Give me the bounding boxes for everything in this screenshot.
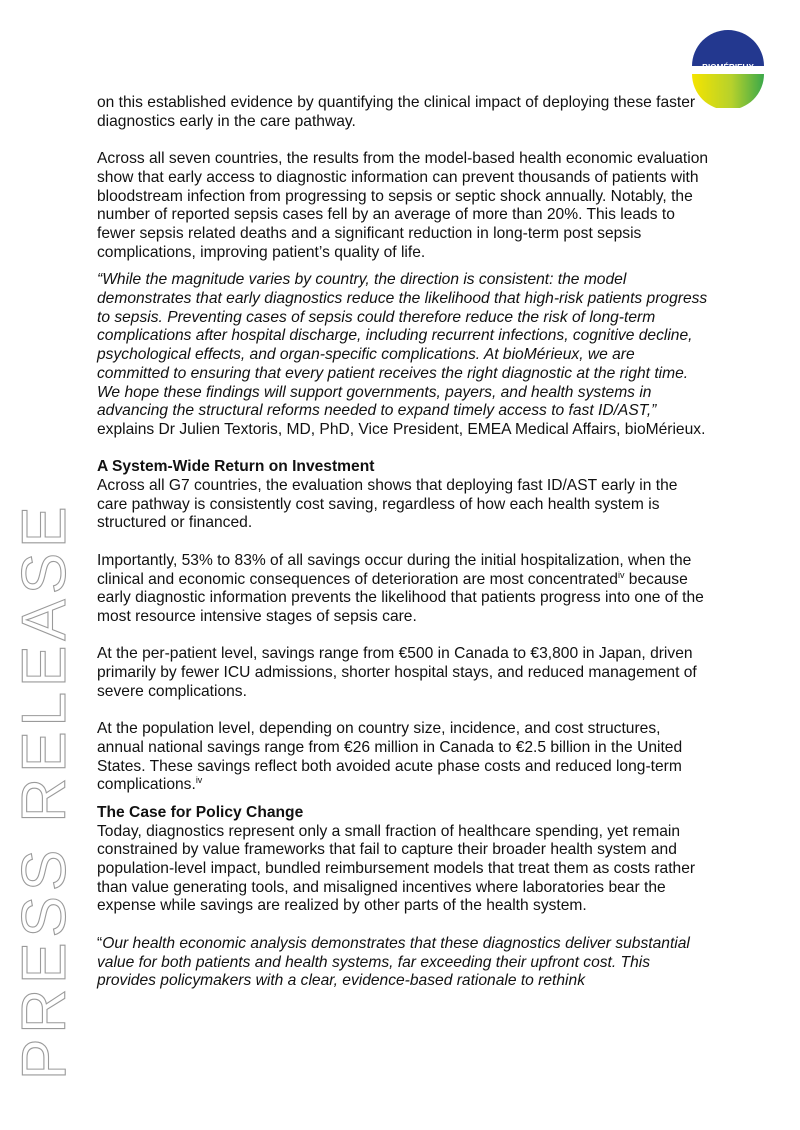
quote-attribution: explains Dr Julien Textoris, MD, PhD, Vice President, EMEA Medical Affairs, bioMérieux. xyxy=(97,420,706,438)
open-quote: “ xyxy=(97,934,103,952)
paragraph xyxy=(97,552,709,627)
paragraph-text: Importantly, 53% to 83% of all savings occur during the initial hospitalization, when the clinical and economic consequences of deterioration are most concentrated xyxy=(97,551,692,588)
paragraph: Across all seven countries, the results from the model-based health economic evaluation show that early access to diagnostic information can prevent thousands of patients with bloodstream infection from progressing to sepsis or septic shock annually. Notably, the number of reported sepsis cases fell by an average of more than 20%. This leads to fewer sepsis related deaths and a significant reduction in long-term post sepsis complications, improving patient’s quality of life. xyxy=(97,150,709,261)
paragraph: Today, diagnostics represent only a small fraction of healthcare spending, yet remain constrained by value frameworks that fail to capture their broader health system and population-level impact, bundled reimbursement models that treat them as costs rather than value generating tools, and misaligned incentives where laboratories bear the expense while savings are realized by other parts of the health system. xyxy=(97,822,696,915)
section-heading: A System-Wide Return on Investment xyxy=(97,458,375,476)
paragraph xyxy=(97,720,709,795)
quote-text: “While the magnitude varies by country, the direction is consistent: the model demonstrates that early diagnostics reduce the likelihood that high-risk patients progress to sepsis. Preventing cases of sepsis could therefore reduce the risk of long-term complications after hospital discharge, including recurrent infections, cognitive decline, psychological effects, and organ-specific complications. At bioMérieux, we are committed to ensuring that every patient receives the right diagnostic at the right time. We hope these findings will support governments, payers, and health systems in advancing the structural reforms needed to expand timely access to fast ID/AST,” xyxy=(97,271,708,420)
logo-text: BIOMÉRIEUX xyxy=(702,63,754,72)
paragraph-text: because early diagnostic information prevents the likelihood that patients progress into one of the most resource intensive stages of sepsis care. xyxy=(97,570,704,625)
paragraph: on this established evidence by quantifying the clinical impact of deploying these faster diagnostics early in the care pathway. xyxy=(97,94,696,130)
footnote-ref: iv xyxy=(195,775,203,786)
paragraph-text: At the population level, depending on country size, incidence, and cost structures, annual national savings range from €26 million in Canada to €2.5 billion in the United States. These savings reflect both avoided acute phase costs and reduced long-term complications. xyxy=(97,720,683,794)
paragraph: At the per-patient level, savings range from €500 in Canada to €3,800 in Japan, driven primarily by fewer ICU admissions, shorter hospital stays, and reduced management of severe complications. xyxy=(97,645,697,700)
paragraph: Across all G7 countries, the evaluation shows that deploying fast ID/AST early in the care pathway is consistently cost saving, regardless of how each health system is structured or financed. xyxy=(97,477,678,532)
footnote-ref: iv xyxy=(617,569,625,580)
quote-paragraph xyxy=(97,271,709,439)
document-body xyxy=(97,94,709,991)
quote-paragraph xyxy=(97,935,709,991)
quote-text: Our health economic analysis demonstrates that these diagnostics deliver substantial value for both patients and health systems, far exceeding their upfront cost. This provides policymakers with a clear, evidence-based rationale to rethink xyxy=(97,934,690,990)
section-heading: The Case for Policy Change xyxy=(97,803,304,821)
press-release-label: PRESS RELEASE xyxy=(10,501,79,1080)
